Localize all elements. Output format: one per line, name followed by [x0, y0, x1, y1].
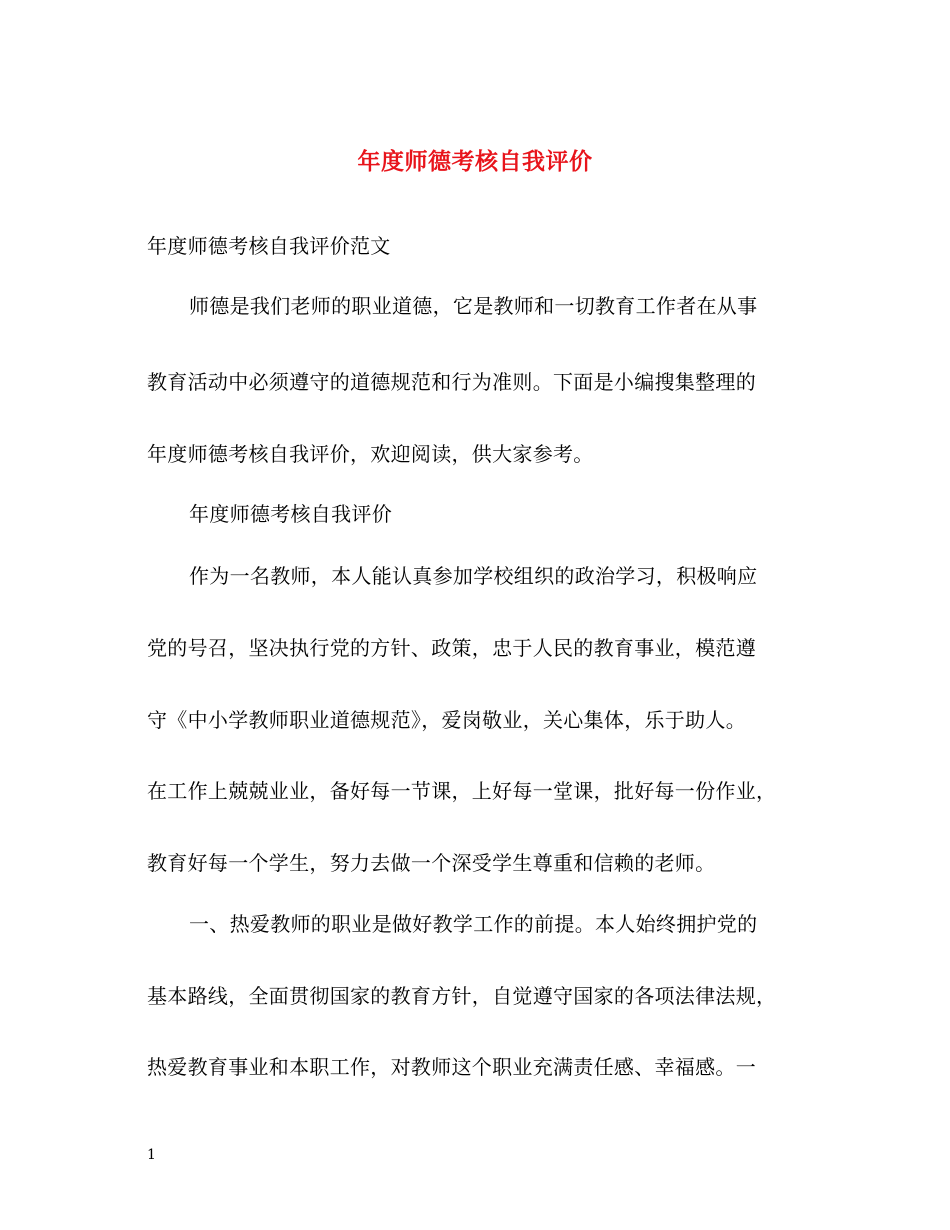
document-subtitle: 年度师德考核自我评价范文 — [147, 234, 391, 258]
paragraph-line: 在工作上兢兢业业，备好每一节课，上好每一堂课，批好每一份作业， — [147, 779, 777, 803]
paragraph-line: 教育好每一个学生，努力去做一个深受学生尊重和信赖的老师。 — [147, 851, 716, 875]
paragraph-line: 党的号召，坚决执行党的方针、政策，忠于人民的教育事业，模范遵 — [147, 636, 756, 660]
section-heading: 年度师德考核自我评价 — [189, 502, 392, 526]
paragraph-line: 教育活动中必须遵守的道德规范和行为准则。下面是小编搜集整理的 — [147, 370, 756, 394]
paragraph-line: 师德是我们老师的职业道德，它是教师和一切教育工作者在从事 — [189, 294, 758, 318]
paragraph-line: 基本路线，全面贯彻国家的教育方针，自觉遵守国家的各项法律法规， — [147, 984, 777, 1008]
paragraph-line: 年度师德考核自我评价，欢迎阅读，供大家参考。 — [147, 442, 594, 466]
paragraph-line: 一、热爱教师的职业是做好教学工作的前提。本人始终拥护党的 — [189, 912, 758, 936]
paragraph-line: 守《中小学教师职业道德规范》，爱岗敬业，关心集体，乐于助人。 — [147, 708, 746, 732]
document-title: 年度师德考核自我评价 — [357, 148, 593, 175]
paragraph-line: 作为一名教师，本人能认真参加学校组织的政治学习，积极响应 — [189, 564, 758, 588]
paragraph-line: 热爱教育事业和本职工作，对教师这个职业充满责任感、幸福感。一 — [147, 1055, 756, 1079]
page-number: 1 — [147, 1147, 156, 1163]
